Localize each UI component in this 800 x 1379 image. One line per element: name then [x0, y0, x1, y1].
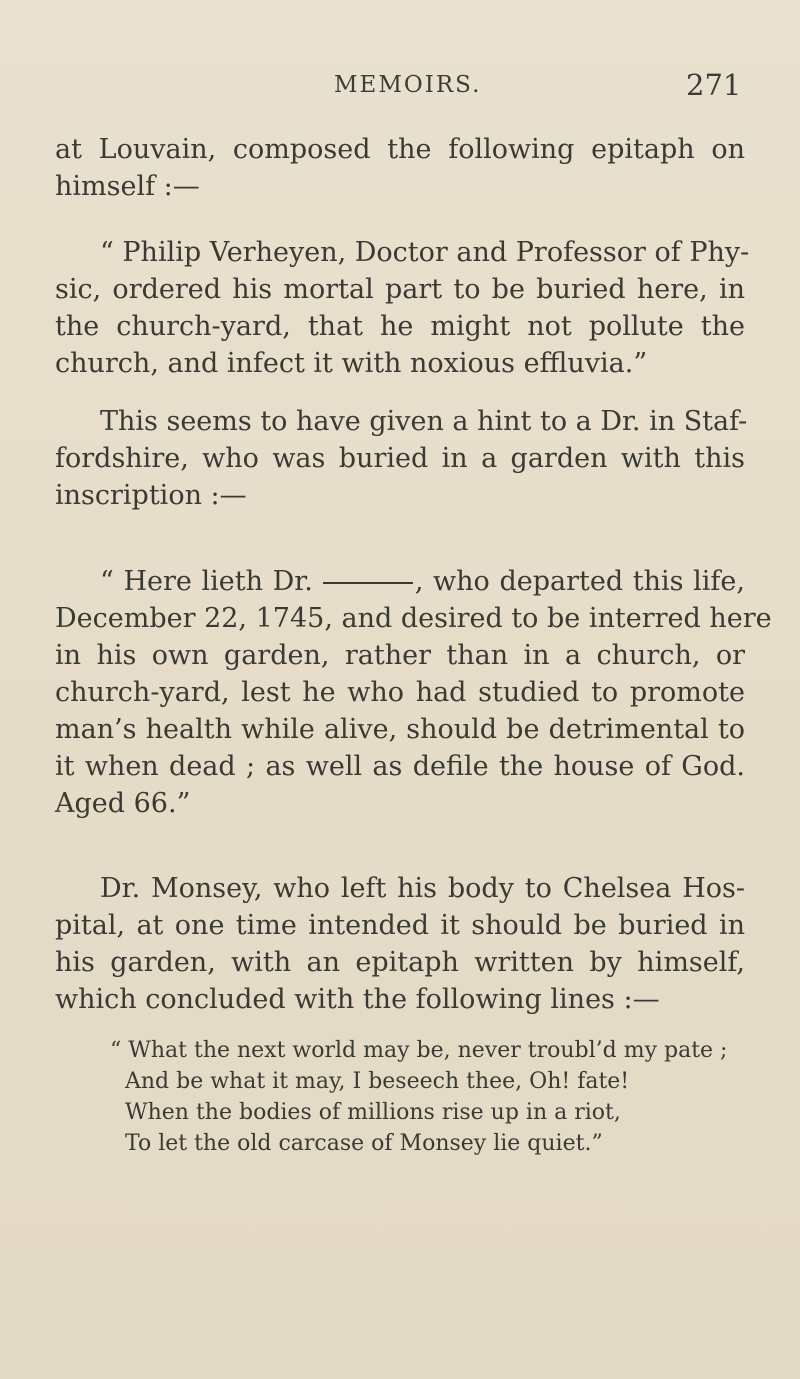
- text-line: himself :—: [55, 171, 200, 202]
- inscription-start: “ Here lieth Dr.: [100, 566, 313, 597]
- text-line: church-yard, lest he who had studied to promote: [55, 677, 745, 708]
- text-line: “ Philip Verheyen, Doctor and Professor of Phy-: [100, 237, 750, 268]
- text-line: man’s health while alive, should be detrimental to: [55, 714, 745, 745]
- page-header: [0, 68, 800, 112]
- paragraph-monsey: [55, 870, 745, 1018]
- text-line: sic, ordered his mortal part to be buried here, in: [55, 274, 745, 305]
- name-omitted-dash: [323, 582, 413, 584]
- text-line: his garden, with an epitaph written by himself,: [55, 947, 745, 978]
- text-line: it when dead ; as well as defile the house of God.: [55, 751, 745, 782]
- text-line: church, and infect it with noxious effluvia.”: [55, 348, 648, 379]
- text-line: December 22, 1745, and desired to be interred here: [55, 603, 772, 634]
- text-line: fordshire, who was buried in a garden with this: [55, 443, 745, 474]
- paragraph-staffordshire: [55, 403, 748, 514]
- text-line: inscription :—: [55, 480, 247, 511]
- verse-line: When the bodies of millions rise up in a riot,: [125, 1100, 621, 1125]
- monsey-epitaph-verse: [110, 1035, 728, 1159]
- text-line: at Louvain, composed the following epitaph on: [55, 134, 745, 165]
- text-line: [55, 563, 745, 600]
- text-line: pital, at one time intended it should be buried in: [55, 910, 745, 941]
- text-line: This seems to have given a hint to a Dr. in Staf-: [100, 406, 748, 437]
- inscription-continued: , who departed this life,: [414, 566, 745, 597]
- paragraph-staffordshire-inscription: [55, 563, 772, 822]
- running-title: MEMOIRS.: [334, 72, 482, 98]
- text-line: Dr. Monsey, who left his body to Chelsea Hos-: [100, 873, 745, 904]
- verse-line: To let the old carcase of Monsey lie quiet.”: [125, 1131, 603, 1156]
- text-line: which concluded with the following lines :—: [55, 984, 660, 1015]
- paragraph-louvain: [55, 131, 745, 205]
- text-line: the church-yard, that he might not pollute the: [55, 311, 745, 342]
- text-line: Aged 66.”: [55, 788, 191, 819]
- verse-line: “ What the next world may be, never troubl’d my pate ;: [110, 1038, 728, 1063]
- page-number: 271: [686, 68, 742, 102]
- text-line: in his own garden, rather than in a church, or: [55, 640, 745, 671]
- verse-line: And be what it may, I beseech thee, Oh! fate!: [125, 1069, 630, 1094]
- paragraph-verheyen-epitaph: [55, 234, 750, 382]
